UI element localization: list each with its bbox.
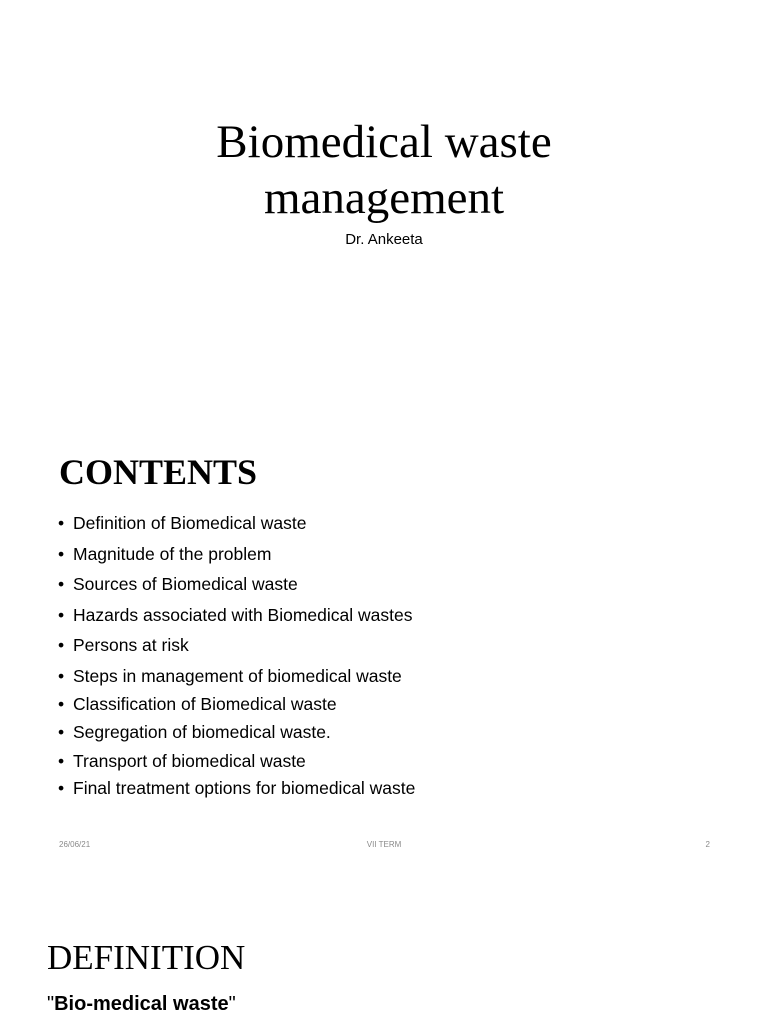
list-item: • Persons at risk [58, 635, 189, 655]
bullet-icon: • [58, 666, 65, 686]
list-item: • Transport of biomedical waste [58, 751, 306, 771]
bullet-icon: • [58, 751, 65, 771]
list-item: • Segregation of biomedical waste. [58, 722, 331, 742]
list-item: • Steps in management of biomedical waste [58, 666, 402, 686]
bullet-icon: • [58, 778, 65, 798]
definition-slide [0, 900, 768, 1024]
bullet-icon: • [58, 513, 65, 533]
list-item: • Magnitude of the problem [58, 544, 272, 564]
list-item: • Definition of Biomedical waste [58, 513, 307, 533]
definition-heading: DEFINITION [47, 938, 246, 977]
footer-date: 26/06/21 [59, 840, 91, 849]
footer-term: VII TERM [366, 840, 402, 849]
bullet-icon: • [58, 635, 65, 655]
presentation-title [0, 114, 768, 226]
bullet-icon: • [58, 694, 65, 714]
definition-term-line [47, 991, 236, 1017]
bullet-icon: • [58, 605, 65, 625]
definition-term: Bio-medical waste [54, 993, 229, 1015]
list-item: • Classification of Biomedical waste [58, 694, 337, 714]
contents-heading: CONTENTS [59, 452, 258, 492]
quote-close: " [228, 993, 236, 1015]
title-slide [0, 0, 768, 410]
author-subtitle: Dr. Ankeeta [345, 231, 423, 248]
bullet-icon: • [58, 722, 65, 742]
title-line-1: Biomedical waste [216, 116, 552, 168]
title-line-2: management [263, 172, 505, 224]
quote-open: " [47, 993, 55, 1015]
list-item: • Final treatment options for biomedical waste [58, 778, 416, 798]
list-item: • Hazards associated with Biomedical wastes [58, 605, 413, 625]
bullet-icon: • [58, 544, 65, 564]
contents-slide [0, 430, 768, 870]
list-item: • Sources of Biomedical waste [58, 574, 298, 594]
footer-page-number: 2 [705, 840, 710, 849]
bullet-icon: • [58, 574, 65, 594]
